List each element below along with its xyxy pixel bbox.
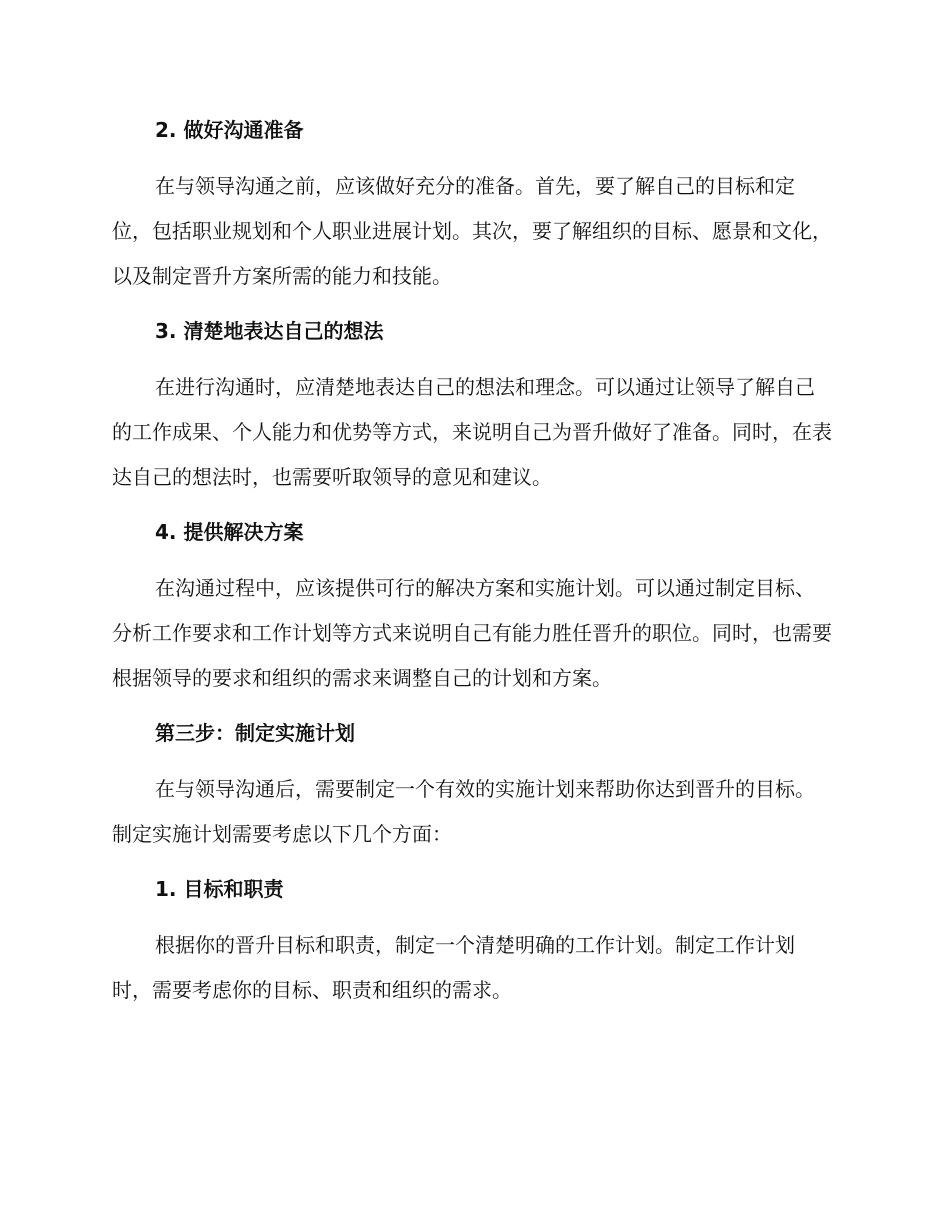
section-heading-communication-prep: 2. 做好沟通准备 <box>155 118 304 142</box>
document-body <box>112 108 832 1013</box>
section-paragraph-express-ideas: 在进行沟通时，应清楚地表达自己的想法和理念。可以通过让领导了解自己的工作成果、个人能力和优势等方式，来说明自己为晋升做好了准备。同时，在表达自己的想法时，也需要听取领导的意见和建议。 <box>112 375 832 489</box>
section-heading-provide-solutions: 4. 提供解决方案 <box>155 520 304 544</box>
section-paragraph-goals-duties: 根据你的晋升目标和职责，制定一个清楚明确的工作计划。制定工作计划时，需要考虑你的目标、职责和组织的需求。 <box>112 933 795 1002</box>
section-heading-goals-duties: 1. 目标和职责 <box>155 877 284 901</box>
section-paragraph-step-three: 在与领导沟通后，需要制定一个有效的实施计划来帮助你达到晋升的目标。制定实施计划需要考虑以下几个方面： <box>112 777 815 846</box>
section-paragraph-provide-solutions: 在沟通过程中，应该提供可行的解决方案和实施计划。可以通过制定目标、分析工作要求和工作计划等方式来说明自己有能力胜任晋升的职位。同时，也需要根据领导的要求和组织的需求来调整自己的计划和方案。 <box>112 576 832 690</box>
section-paragraph-communication-prep: 在与领导沟通之前，应该做好充分的准备。首先，要了解自己的目标和定位，包括职业规划和个人职业进展计划。其次，要了解组织的目标、愿景和文化，以及制定晋升方案所需的能力和技能。 <box>112 174 832 288</box>
section-heading-express-ideas: 3. 清楚地表达自己的想法 <box>155 319 384 343</box>
section-heading-step-three: 第三步：制定实施计划 <box>155 721 355 745</box>
